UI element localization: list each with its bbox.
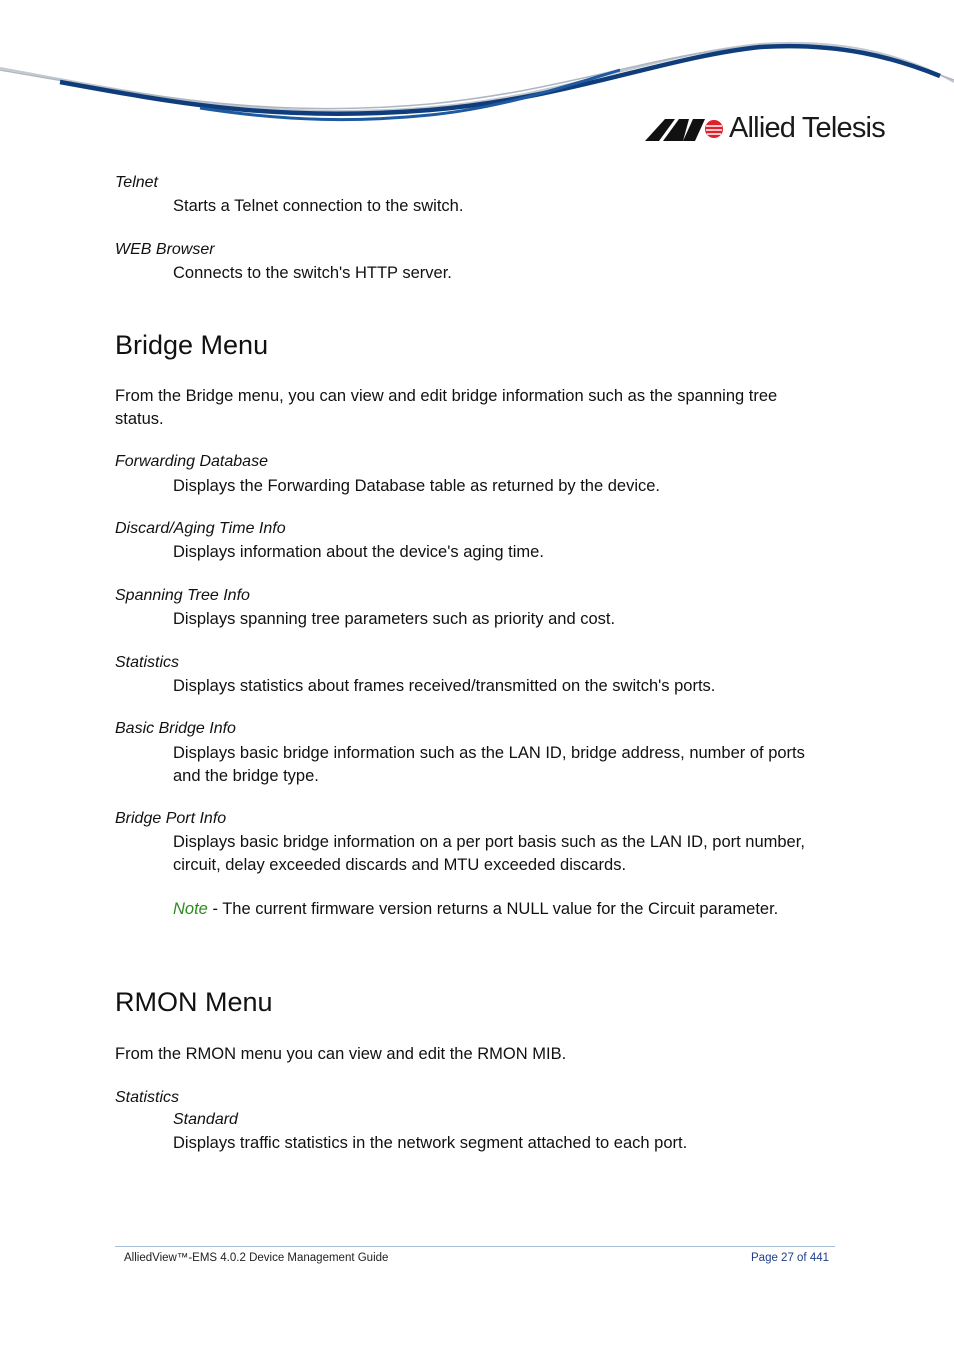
desc-spanning-tree: Displays spanning tree parameters such as priority and cost. (173, 610, 616, 628)
term-statistics: Statistics (115, 654, 180, 671)
term-basic-bridge-info: Basic Bridge Info (115, 720, 236, 737)
term-bridge-port-info: Bridge Port Info (115, 810, 227, 827)
rmon-intro: From the RMON menu you can view and edit the RMON MIB. (115, 1045, 567, 1063)
desc-forwarding-database: Displays the Forwarding Database table as returned by the device. (173, 477, 661, 495)
logo-mark-icon (645, 113, 723, 143)
term-telnet: Telnet (115, 174, 158, 191)
footer-page-number: Page 27 of 441 (751, 1252, 830, 1264)
term-spanning-tree: Spanning Tree Info (115, 587, 250, 604)
term-rmon-statistics: Statistics (115, 1089, 180, 1106)
desc-basic-bridge-info: Displays basic bridge information such as the LAN ID, bridge address, number of ports and the bridge type. (173, 744, 805, 785)
note-paragraph (173, 898, 823, 921)
heading-rmon-menu: RMON Menu (115, 987, 273, 1017)
desc-statistics: Displays statistics about frames received/transmitted on the switch's ports. (173, 677, 716, 695)
footer-divider (115, 1246, 835, 1247)
desc-telnet: Starts a Telnet connection to the switch. (173, 197, 464, 215)
allied-telesis-logo (645, 108, 885, 148)
desc-web-browser: Connects to the switch's HTTP server. (173, 264, 452, 282)
bridge-intro: From the Bridge menu, you can view and edit bridge information such as the spanning tree status. (115, 387, 778, 428)
desc-discard-aging: Displays information about the device's aging time. (173, 543, 544, 561)
term-web-browser: WEB Browser (115, 241, 215, 258)
footer-title: AlliedView™-EMS 4.0.2 Device Management Guide (124, 1252, 389, 1264)
heading-bridge-menu: Bridge Menu (115, 330, 269, 360)
note-label: Note (173, 900, 208, 918)
desc-bridge-port-info: Displays basic bridge information on a per port basis such as the LAN ID, port number, circuit, delay exceeded discards and MTU exceeded discards. (173, 833, 805, 874)
note-text: - The current firmware version returns a NULL value for the Circuit parameter. (207, 900, 779, 918)
subterm-standard: Standard (173, 1111, 238, 1128)
term-discard-aging: Discard/Aging Time Info (115, 520, 286, 537)
term-forwarding-database: Forwarding Database (115, 453, 268, 470)
desc-rmon-standard: Displays traffic statistics in the network segment attached to each port. (173, 1134, 688, 1152)
logo-text: Allied Telesis (729, 111, 885, 144)
